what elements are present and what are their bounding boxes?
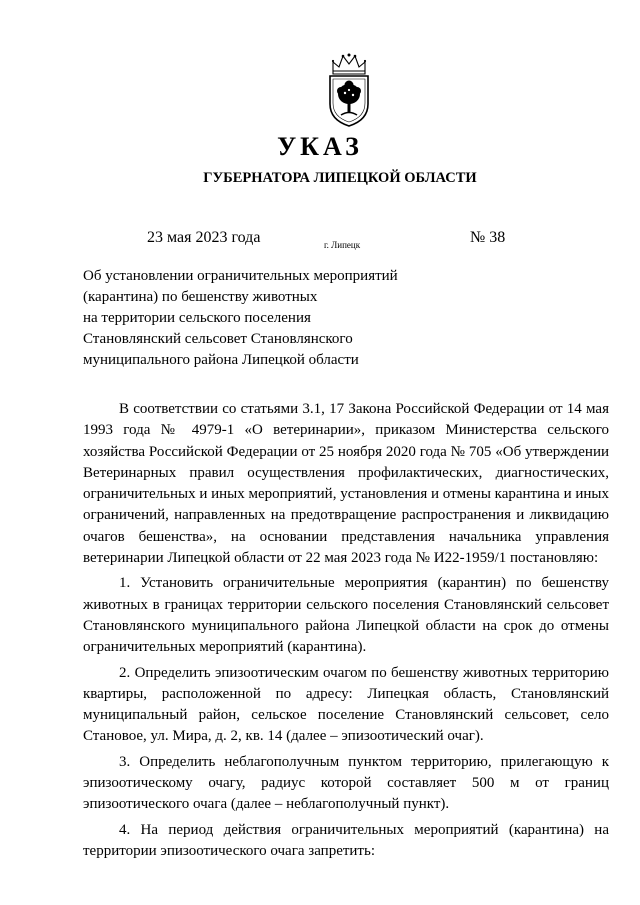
decree-body — [83, 399, 609, 862]
heading-line: муниципального района Липецкой области — [83, 352, 359, 368]
coat-of-arms-icon — [324, 52, 374, 128]
decree-city: г. Липецк — [324, 240, 361, 250]
document-subtitle: ГУБЕРНАТОРА ЛИПЕЦКОЙ ОБЛАСТИ — [203, 170, 477, 186]
document-title: УКАЗ — [277, 132, 363, 161]
clause-paragraph: 1. Установить ограничительные мероприятия (карантин) по бешенству животных в границах территории сельского поселения Становлянский сельсовет Становлянского муниципального района Липецкой области на срок до отмены ограничительных мероприятий (карантина). — [83, 575, 609, 656]
heading-line: Об установлении ограничительных мероприятий — [83, 268, 398, 284]
decree-heading — [83, 266, 463, 371]
decree-number: № 38 — [470, 229, 506, 246]
decree-date: 23 мая 2023 года — [147, 229, 261, 246]
heading-line: Становлянский сельсовет Становлянского — [83, 331, 353, 347]
clause-paragraph: 4. На период действия ограничительных мероприятий (карантина) на территории эпизоотического очага запретить: — [83, 821, 609, 859]
clause-paragraph: 2. Определить эпизоотическим очагом по бешенству животных территорию квартиры, расположенной по адресу: Липецкая область, Становлянский муниципальный район, сельское поселение Становлянский сельсовет, село Становое, ул. Мира, д. 2, кв. 14 (далее – эпизоотический очаг). — [83, 664, 609, 745]
heading-line: (карантина) по бешенству животных — [83, 289, 318, 305]
heading-line: на территории сельского поселения — [83, 310, 311, 326]
clause-paragraph: 3. Определить неблагополучным пунктом территорию, прилегающую к эпизоотическому очагу, радиус которой составляет 500 м от границ эпизоотического очага (далее – неблагополучный пункт). — [83, 753, 609, 813]
preamble-paragraph: В соответствии со статьями 3.1, 17 Закона Российской Федерации от 14 мая 1993 года № 4979-1 «О ветеринарии», приказом Министерства сельского хозяйства Российской Федерации от 25 ноября 2020 года № 705 «Об утверждении Ветеринарных правил осуществления профилактических, диагностических, ограничительных и иных мероприятий, установления и отмены карантина и иных ограничений, направленных на предотвращение распространения и ликвидацию очагов бешенства», на основании представления начальника управления ветеринарии Липецкой области от 22 мая 2023 года № И22-1959/1 постановляю: — [83, 401, 609, 567]
